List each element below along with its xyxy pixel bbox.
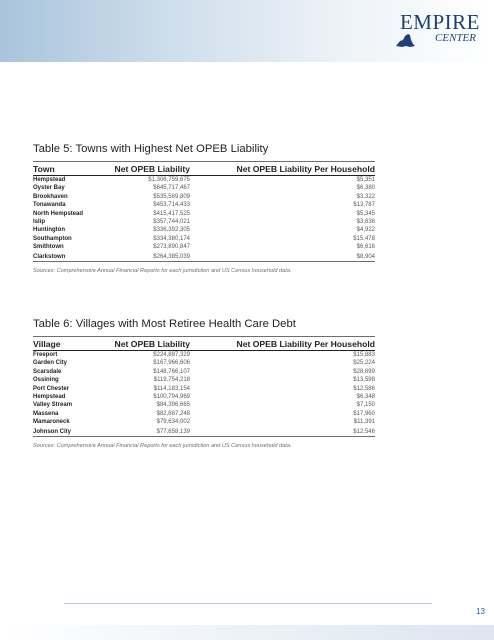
net-opeb-value: $334,380,174 (153, 235, 190, 242)
village-name: Ossining (33, 377, 59, 384)
village-name: Scarsdale (33, 368, 62, 375)
town-name: Clarkstown (33, 253, 66, 260)
per-household-value: $13,598 (353, 377, 375, 384)
table-row (33, 243, 375, 251)
table-row (33, 226, 375, 234)
net-opeb-value: $100,794,969 (153, 393, 190, 400)
empire-center-logo (388, 10, 480, 54)
net-opeb-value: $453,714,433 (153, 202, 190, 209)
per-household-value: $5,345 (356, 210, 375, 217)
per-household-value: $8,904 (356, 253, 375, 260)
net-opeb-value: $336,392,305 (153, 227, 190, 234)
table-row (33, 351, 375, 359)
town-name: Tonawanda (33, 202, 66, 209)
net-opeb-value: $357,744,021 (153, 218, 190, 225)
table-row (33, 410, 375, 418)
net-opeb-value: $79,634,002 (156, 419, 190, 426)
table-row (33, 210, 375, 218)
table-6-source-note: Sources: Comprehensive Annual Financial Reports for each jurisdiction and US Census household data. (33, 442, 292, 449)
table-row (33, 193, 375, 201)
village-name: Port Chester (33, 385, 70, 392)
village-name: Mamaroneck (33, 419, 70, 426)
column-header-per-household: Net OPEB Liability Per Household (236, 339, 375, 349)
per-household-value: $4,922 (356, 227, 375, 234)
village-name: Johnson City (33, 428, 72, 435)
column-header-net-opeb: Net OPEB Liability (114, 164, 190, 174)
table-row (33, 235, 375, 243)
table-row (33, 401, 375, 409)
column-header-per-household: Net OPEB Liability Per Household (236, 164, 375, 174)
village-name: Garden City (33, 360, 68, 367)
village-name: Freeport (33, 352, 58, 358)
per-household-value: $11,391 (353, 419, 375, 426)
table-row (33, 201, 375, 209)
footer-divider (64, 603, 432, 604)
per-household-value: $5,351 (356, 177, 375, 183)
per-household-value: $28,699 (353, 368, 375, 375)
table-row (33, 368, 375, 376)
per-household-value: $15,478 (353, 235, 375, 242)
table-row (33, 176, 375, 184)
table-5-body (33, 176, 375, 262)
per-household-value: $3,638 (356, 218, 375, 225)
table-6-header (33, 339, 375, 351)
net-opeb-value: $645,717,467 (153, 185, 190, 192)
town-name: North Hempstead (33, 210, 84, 217)
column-header-town: Town (33, 164, 55, 174)
per-household-value: $12,546 (353, 428, 375, 435)
table-row (33, 252, 375, 262)
per-household-value: $12,586 (353, 385, 375, 392)
net-opeb-value: $1,306,759,675 (148, 177, 190, 183)
logo-wordmark: EMPIRE (399, 10, 480, 34)
column-header-village: Village (33, 339, 61, 349)
village-name: Hempstead (33, 393, 66, 400)
table-5 (33, 143, 375, 274)
new-york-state-icon (394, 32, 416, 50)
town-name: Brookhaven (33, 193, 68, 200)
bottom-band (0, 625, 494, 640)
table-row (33, 184, 375, 192)
per-household-value: $6,348 (356, 393, 375, 400)
table-row (33, 418, 375, 426)
table-5-title: Table 5: Towns with Highest Net OPEB Liability (33, 143, 375, 162)
table-5-header (33, 164, 375, 176)
table-row (33, 385, 375, 393)
per-household-value: $7,150 (356, 402, 375, 409)
per-household-value: $25,224 (353, 360, 375, 367)
table-6 (33, 318, 375, 449)
per-household-value: $6,380 (356, 185, 375, 192)
per-household-value: $3,322 (356, 193, 375, 200)
net-opeb-value: $224,887,329 (153, 352, 190, 358)
table-row (33, 427, 375, 437)
net-opeb-value: $167,966,606 (153, 360, 190, 367)
town-name: Huntington (33, 227, 65, 234)
per-household-value: $15,883 (353, 352, 375, 358)
table-6-body (33, 351, 375, 437)
net-opeb-value: $415,417,525 (153, 210, 190, 217)
town-name: Islip (33, 218, 46, 225)
town-name: Oyster Bay (33, 185, 65, 192)
town-name: Southampton (33, 235, 72, 242)
net-opeb-value: $77,658,139 (156, 428, 190, 435)
table-row (33, 376, 375, 384)
net-opeb-value: $114,183,154 (153, 385, 190, 392)
table-5-source-note: Sources: Comprehensive Annual Financial Reports for each jurisdiction and US Census household data. (33, 267, 292, 274)
page-number: 13 (476, 607, 485, 616)
net-opeb-value: $273,890,847 (153, 244, 190, 251)
net-opeb-value: $148,766,107 (153, 368, 190, 375)
village-name: Massena (33, 410, 59, 417)
per-household-value: $17,960 (353, 410, 375, 417)
net-opeb-value: $119,754,218 (153, 377, 190, 384)
column-header-net-opeb: Net OPEB Liability (114, 339, 190, 349)
village-name: Valley Stream (33, 402, 73, 409)
table-row (33, 393, 375, 401)
net-opeb-value: $264,385,039 (153, 253, 190, 260)
per-household-value: $13,787 (353, 202, 375, 209)
net-opeb-value: $82,687,248 (156, 410, 190, 417)
per-household-value: $6,616 (356, 244, 375, 251)
table-row (33, 218, 375, 226)
town-name: Hempstead (33, 177, 66, 183)
net-opeb-value: $84,396,665 (156, 402, 190, 409)
net-opeb-value: $535,569,809 (153, 193, 190, 200)
logo-subtitle: CENTER (435, 32, 476, 44)
town-name: Smithtown (33, 244, 64, 251)
table-row (33, 359, 375, 367)
table-6-title: Table 6: Villages with Most Retiree Health Care Debt (33, 318, 375, 337)
